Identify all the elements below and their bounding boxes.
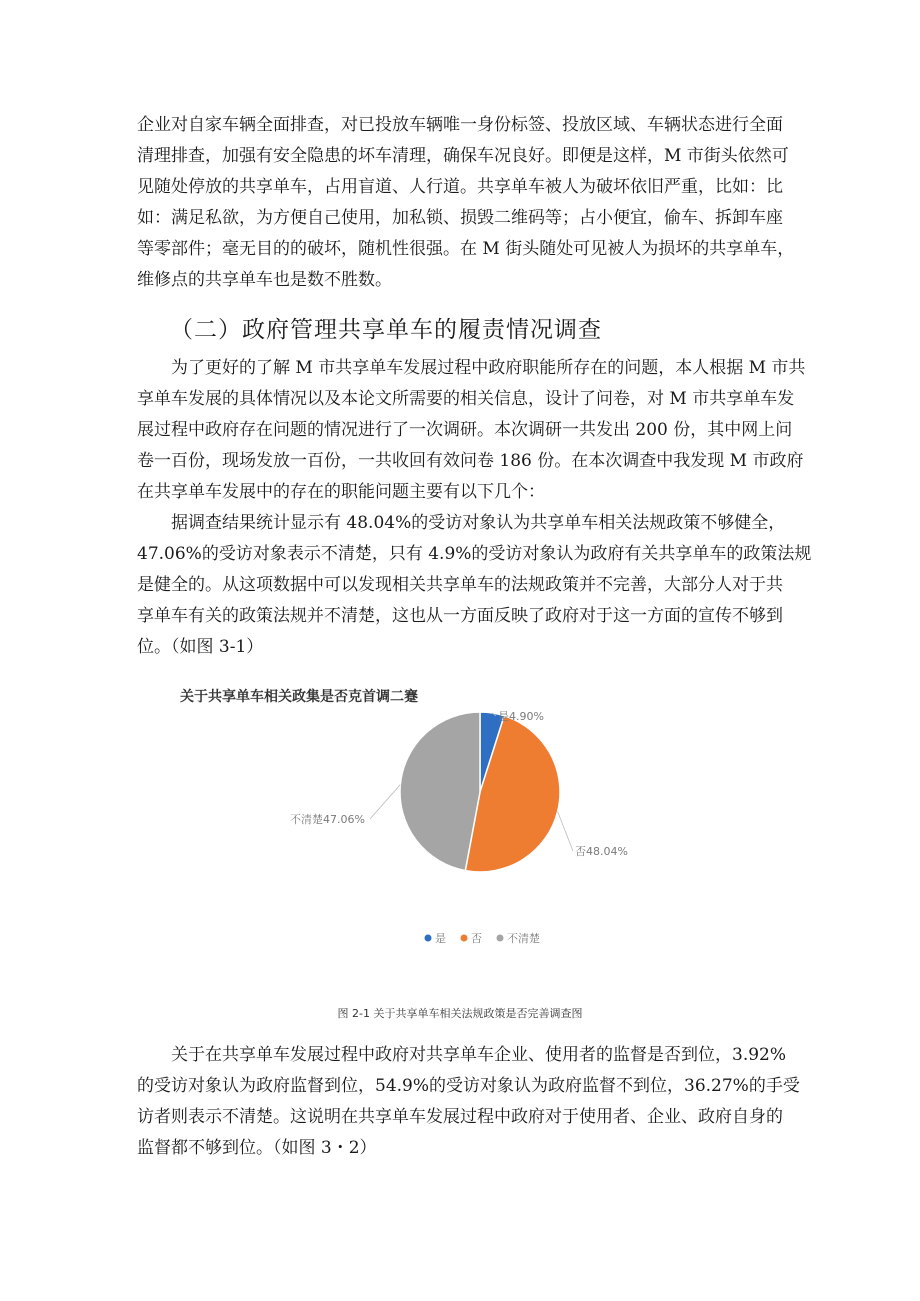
text-line: 卷一百份，现场发放一百份，一共收回有效问卷 186 份。在本次调查中我发现 M 市政府 <box>137 451 804 471</box>
slice-label-2: 不清楚47.06% <box>290 813 365 826</box>
pie-slice-2 <box>400 712 480 871</box>
legend-marker-2 <box>497 935 504 942</box>
text-line: 见随处停放的共享单车，占用盲道、人行道。共享单车被人为破坏依旧严重，比如：比 <box>137 177 783 197</box>
legend-marker-0 <box>425 935 432 942</box>
text-line: 享单车有关的政策法规并不清楚，这也从一方面反映了政府对于这一方面的宣传不够到 <box>137 606 783 626</box>
legend-label-0: 是 <box>435 932 446 945</box>
pie-chart <box>180 680 740 970</box>
chart-title: 关于共享单车相关政集是否克首调二蹇 <box>180 689 418 705</box>
text-line: 享单车发展的具体情况以及本论文所需要的相关信息，设计了问卷，对 M 市共享单车发 <box>137 389 795 409</box>
paragraph-survey-intro <box>137 353 806 508</box>
paragraph-bike-inspection <box>137 110 795 296</box>
paragraph-survey-results <box>137 508 812 663</box>
text-line: 的受访对象认为政府监督到位，54.9%的受访对象认为政府监督不到位，36.27%的手受 <box>137 1076 800 1096</box>
chart-legend <box>425 931 541 945</box>
text-line: 如：满足私欲，为方便自己使用，加私锁、损毁二维码等；占小便宜，偷车、拆卸车座 <box>137 208 783 228</box>
text-line: 监督都不够到位。（如图 3・2） <box>137 1138 377 1158</box>
text-line: 维修点的共享单车也是数不胜数。 <box>137 270 392 290</box>
text-line: 清理排查，加强有安全隐患的坏车清理，确保车况良好。即便是这样，M 市街头依然可 <box>137 146 789 166</box>
text-line: 位。（如图 3-1） <box>137 637 264 657</box>
text-line: 47.06%的受访对象表示不清楚，只有 4.9%的受访对象认为政府有关共享单车的政策法规 <box>137 544 812 564</box>
legend-label-1: 否 <box>471 932 482 945</box>
text-line: 企业对自家车辆全面排查，对已投放车辆唯一身份标签、投放区域、车辆状态进行全面 <box>137 115 783 135</box>
text-line: 据调查结果统计显示有 48.04%的受访对象认为共享单车相关法规政策不够健全， <box>137 513 786 533</box>
paragraph-supervision <box>137 1040 800 1164</box>
text-line: 是健全的。从这项数据中可以发现相关共享单车的法规政策并不完善，大部分人对于共 <box>137 575 783 595</box>
text-line: 关于在共享单车发展过程中政府对共享单车企业、使用者的监督是否到位，3.92% <box>137 1045 787 1065</box>
leader-line-1 <box>558 812 573 852</box>
leader-line-2 <box>370 785 400 819</box>
text-line: 在共享单车发展中的存在的职能问题主要有以下几个： <box>137 482 545 502</box>
text-line: 访者则表示不清楚。这说明在共享单车发展过程中政府对于使用者、企业、政府自身的 <box>137 1107 783 1127</box>
legend-label-2: 不清楚 <box>507 932 540 945</box>
slice-label-0: 是4.90% <box>498 710 544 723</box>
section-heading: （二）政府管理共享单车的履责情况调查 <box>170 317 602 343</box>
pie-slices <box>400 712 560 872</box>
figure-caption: 图 2-1 关于共享单车相关法规政策是否完善调查图 <box>337 1007 583 1020</box>
text-line: 等零部件；毫无目的的破坏，随机性很强。在 M 街头随处可见被人为损坏的共享单车， <box>137 239 795 259</box>
legend-marker-1 <box>461 935 468 942</box>
text-line: 为了更好的了解 M 市共享单车发展过程中政府职能所存在的问题，本人根据 M 市共 <box>137 358 806 378</box>
text-line: 展过程中政府存在问题的情况进行了一次调研。本次调研一共发出 200 份，其中网上问 <box>137 420 793 440</box>
pie-chart-figure <box>180 680 740 970</box>
slice-label-1: 否48.04% <box>575 845 628 858</box>
